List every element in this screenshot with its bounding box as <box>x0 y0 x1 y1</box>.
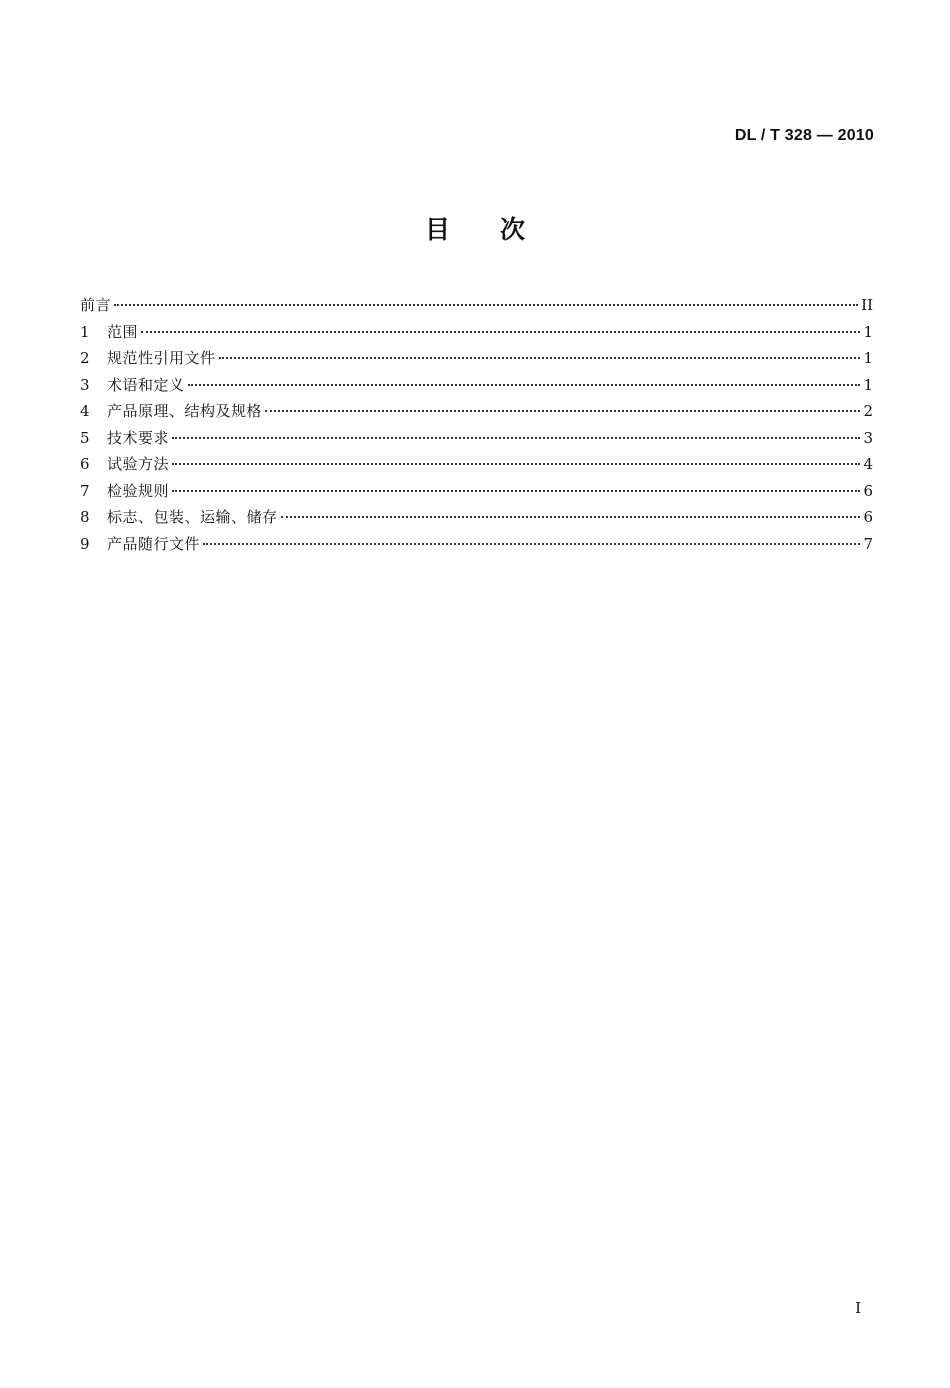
toc-entry-title: 检验规则 <box>107 481 170 500</box>
toc-entry-title: 术语和定义 <box>107 375 185 394</box>
toc-entry-page: 6 <box>863 481 873 500</box>
toc-entry-title: 前言 <box>80 296 112 314</box>
toc-entry-title: 产品原理、结构及规格 <box>107 402 263 420</box>
toc-entry-page: 3 <box>863 428 873 447</box>
toc-entry-page: 1 <box>863 375 873 394</box>
toc-entry-number: 3 <box>80 375 90 394</box>
page-title: 目次 <box>424 215 575 244</box>
toc-entry-title: 规范性引用文件 <box>107 349 216 367</box>
toc-leader-dots <box>172 463 860 465</box>
toc-leader-dots <box>141 331 860 333</box>
toc-entry-page: II <box>861 296 873 314</box>
toc-leader-dots <box>281 516 861 518</box>
toc-entry-page: 4 <box>863 455 873 473</box>
document-code: DL / T 328 — 2010 <box>734 127 874 144</box>
page-number: I <box>855 1299 861 1317</box>
toc-entry-title: 标志、包装、运输、储存 <box>107 508 278 526</box>
toc-entry[interactable] <box>80 398 873 425</box>
toc-entry-page: 1 <box>863 349 873 367</box>
toc-entry-title: 技术要求 <box>107 428 170 447</box>
toc-leader-dots <box>219 357 861 359</box>
toc-entry-number: 1 <box>80 322 90 341</box>
toc-entry-title: 试验方法 <box>107 455 170 473</box>
toc-entry[interactable] <box>80 345 873 372</box>
toc-entry[interactable] <box>80 531 873 558</box>
toc-entry-number: 5 <box>80 428 90 447</box>
toc-leader-dots <box>188 384 861 386</box>
toc-entry-number: 8 <box>80 508 90 526</box>
toc-entry-page: 1 <box>863 322 873 341</box>
toc-entry[interactable] <box>80 319 873 346</box>
toc-entry-number: 6 <box>80 455 90 473</box>
toc-leader-dots <box>265 410 860 412</box>
toc-entry-page: 7 <box>863 534 873 553</box>
toc-entry-number: 7 <box>80 481 90 500</box>
toc-entry-number: 4 <box>80 402 90 420</box>
toc-entry[interactable] <box>80 425 873 452</box>
toc-entry-number: 9 <box>80 534 90 553</box>
toc-entry-page: 2 <box>863 402 873 420</box>
toc-entry[interactable] <box>80 504 873 531</box>
toc-entry-page: 6 <box>863 508 873 526</box>
table-of-contents <box>80 292 873 557</box>
toc-entry-foreword[interactable] <box>80 292 873 319</box>
toc-leader-dots <box>172 437 860 439</box>
toc-entry-title: 产品随行文件 <box>107 534 201 553</box>
toc-entry-title: 范围 <box>107 322 139 341</box>
toc-leader-dots <box>203 543 860 545</box>
toc-entry[interactable] <box>80 478 873 505</box>
toc-entry[interactable] <box>80 451 873 478</box>
toc-entry[interactable] <box>80 372 873 399</box>
toc-entry-number: 2 <box>80 349 90 367</box>
toc-leader-dots <box>114 304 858 306</box>
toc-leader-dots <box>172 490 860 492</box>
